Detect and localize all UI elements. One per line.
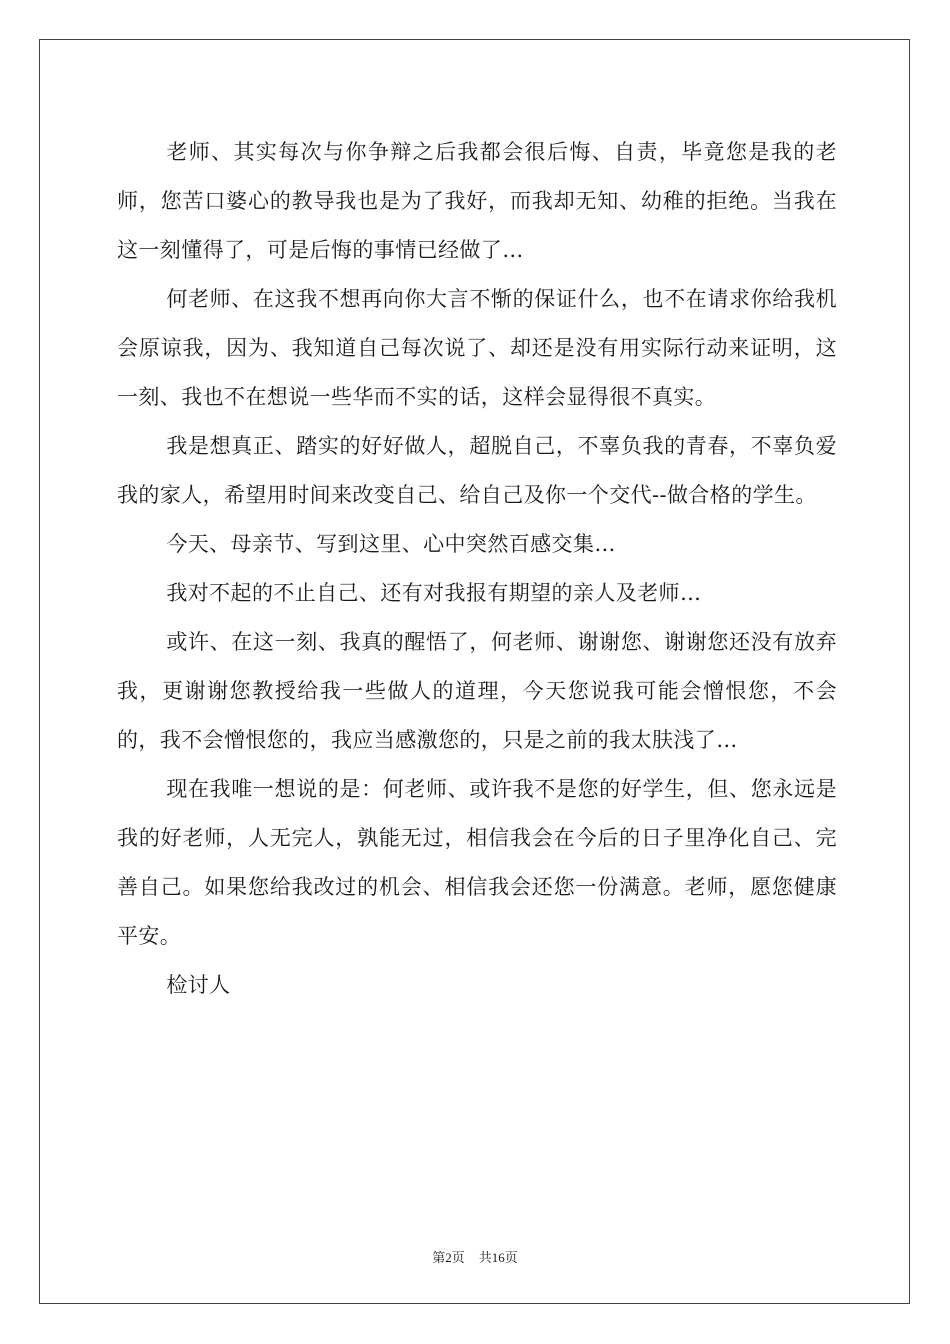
current-page-number: 第2页 (432, 1250, 465, 1265)
paragraph: 或许、在这一刻、我真的醒悟了，何老师、谢谢您、谢谢您还没有放弃我，更谢谢您教授给我一些做人的道理，今天您说我可能会憎恨您，不会的，我不会憎恨您的，我应当感激您的，只是之前的我太肤浅了… (117, 630, 837, 752)
document-body (117, 128, 837, 1010)
paragraph: 何老师、在这我不想再向你大言不惭的保证什么，也不在请求你给我机会原谅我，因为、我知道自己每次说了、却还是没有用实际行动来证明，这一刻、我也不在想说一些华而不实的话，这样会显得很不真实。 (117, 287, 837, 409)
paragraph: 现在我唯一想说的是：何老师、或许我不是您的好学生，但、您永远是我的好老师，人无完人，孰能无过，相信我会在今后的日子里净化自己、完善自己。如果您给我改过的机会、相信我会还您一份满意。老师，愿您健康平安。 (117, 777, 837, 948)
total-pages: 共16页 (478, 1250, 518, 1265)
paragraph: 今天、母亲节、写到这里、心中突然百感交集… (166, 532, 616, 556)
paragraph: 老师、其实每次与你争辩之后我都会很后悔、自责，毕竟您是我的老师，您苦口婆心的教导我也是为了我好，而我却无知、幼稚的拒绝。当我在这一刻懂得了，可是后悔的事情已经做了… (117, 140, 837, 262)
paragraph: 我是想真正、踏实的好好做人，超脱自己，不辜负我的青春，不辜负爱我的家人，希望用时间来改变自己、给自己及你一个交代--做合格的学生。 (117, 434, 837, 507)
paragraph: 我对不起的不止自己、还有对我报有期望的亲人及老师… (166, 581, 702, 605)
page-footer (0, 1247, 950, 1266)
signature-label: 检讨人 (166, 973, 231, 997)
